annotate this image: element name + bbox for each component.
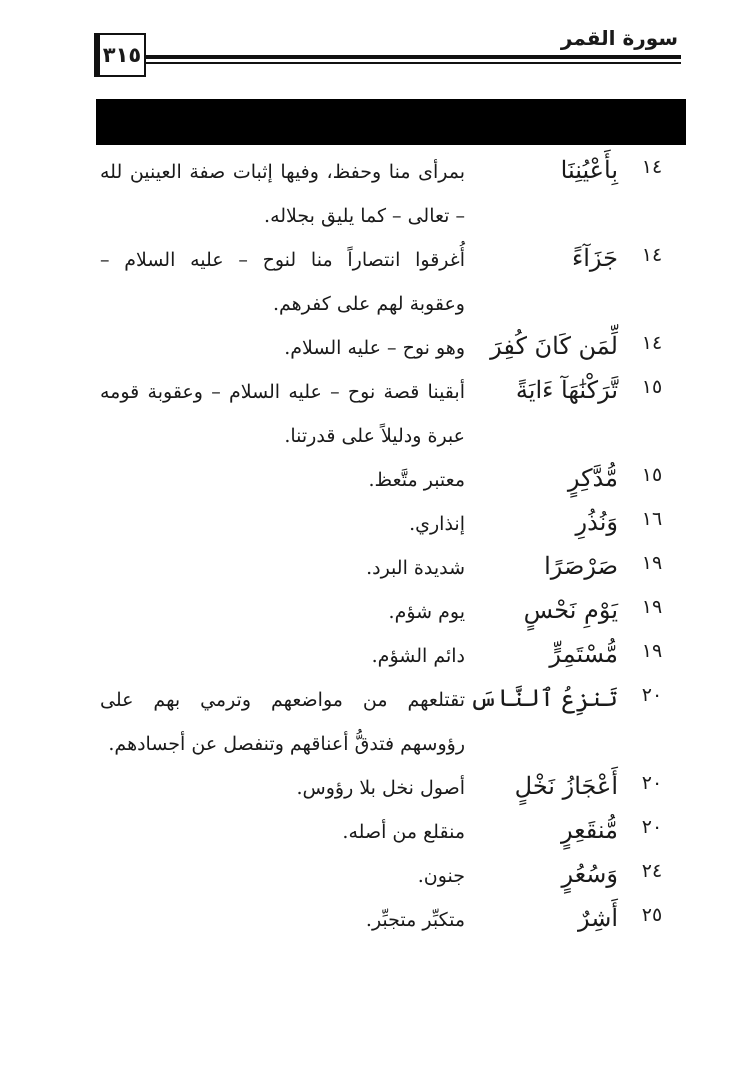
glossary-row [100,854,670,898]
page-number: ٣١٥ [94,33,146,77]
word-meaning: دائم الشؤم. [371,645,465,667]
verse-number: ٢٠ [641,684,663,706]
glossary-table [100,150,670,942]
verse-number: ١٤ [641,244,663,266]
verse-number: ١٥ [641,376,663,398]
glossary-row [100,370,670,458]
header-rule-thin [146,62,681,64]
glossary-row [100,810,670,854]
quran-word: وَسُعُرٍ [561,860,618,888]
glossary-row [100,898,670,942]
verse-number: ١٩ [641,552,663,574]
glossary-row [100,590,670,634]
word-meaning: وهو نوح – عليه السلام. [284,337,465,359]
word-meaning: أُغرقوا انتصاراً منا لنوح – عليه السلام – وعقوبة لهم على كفرهم. [100,249,465,315]
glossary-row [100,326,670,370]
verse-number: ٢٤ [641,860,663,882]
quran-word: تَّرَكْنَٰهَآ ءَايَةً [515,376,618,404]
glossary-row [100,150,670,238]
quran-word: مُّدَّكِرٍ [567,464,618,492]
verse-number: ١٥ [641,464,663,486]
quran-word: أَعْجَازُ نَخْلٍ [514,772,618,800]
glossary-row [100,238,670,326]
word-meaning: بمرأى منا وحفظ، وفيها إثبات صفة العينين لله – تعالى – كما يليق بجلاله. [100,161,465,227]
surah-title: سورة القمر [560,26,678,50]
verse-number: ١٩ [641,640,663,662]
word-meaning: إنذاري. [409,513,465,535]
word-meaning: منقلع من أصله. [342,821,465,843]
word-meaning: أصول نخل بلا رؤوس. [296,777,465,799]
quran-word: وَنُذُرِ [575,508,618,536]
glossary-row [100,458,670,502]
word-meaning: أبقينا قصة نوح – عليه السلام – وعقوبة قومه عبرة ودليلاً على قدرتنا. [100,381,465,447]
glossary-row [100,502,670,546]
quran-word: مُّنقَعِرٍ [560,816,618,844]
verse-number: ١٤ [641,332,663,354]
word-meaning: شديدة البرد. [366,557,465,579]
quran-word: جَزَآءً [571,244,618,272]
verse-number: ٢٠ [641,816,663,838]
quran-word: مُّسْتَمِرٍّ [549,640,618,668]
quran-word: صَرْصَرًا [544,552,618,580]
word-meaning: متكبِّر متجبِّر. [365,909,465,931]
word-meaning: تقتلعهم من مواضعهم وترمي بهم على رؤوسهم فتدقُّ أعناقهم وتنفصل عن أجسادهم. [100,689,465,755]
quran-word: أَشِرٌ [577,904,618,932]
glossary-row [100,634,670,678]
quran-word: بِأَعْيُنِنَا [560,156,618,184]
header-rule [146,55,681,59]
word-meaning: يوم شؤم. [388,601,465,623]
verse-number: ١٩ [641,596,663,618]
word-meaning: معتبر متَّعظ. [368,469,465,491]
table-header-band [96,99,686,145]
quran-word: تَنزِعُ ٱلنَّاسَ [469,684,618,712]
quran-word: يَوْمِ نَحْسٍ [523,596,618,624]
glossary-row [100,678,670,766]
verse-number: ١٦ [641,508,663,530]
verse-number: ١٤ [641,156,663,178]
verse-number: ٢٠ [641,772,663,794]
quran-word: لِّمَن كَانَ كُفِرَ [490,332,618,360]
glossary-row [100,546,670,590]
glossary-row [100,766,670,810]
word-meaning: جنون. [417,865,465,887]
verse-number: ٢٥ [641,904,663,926]
